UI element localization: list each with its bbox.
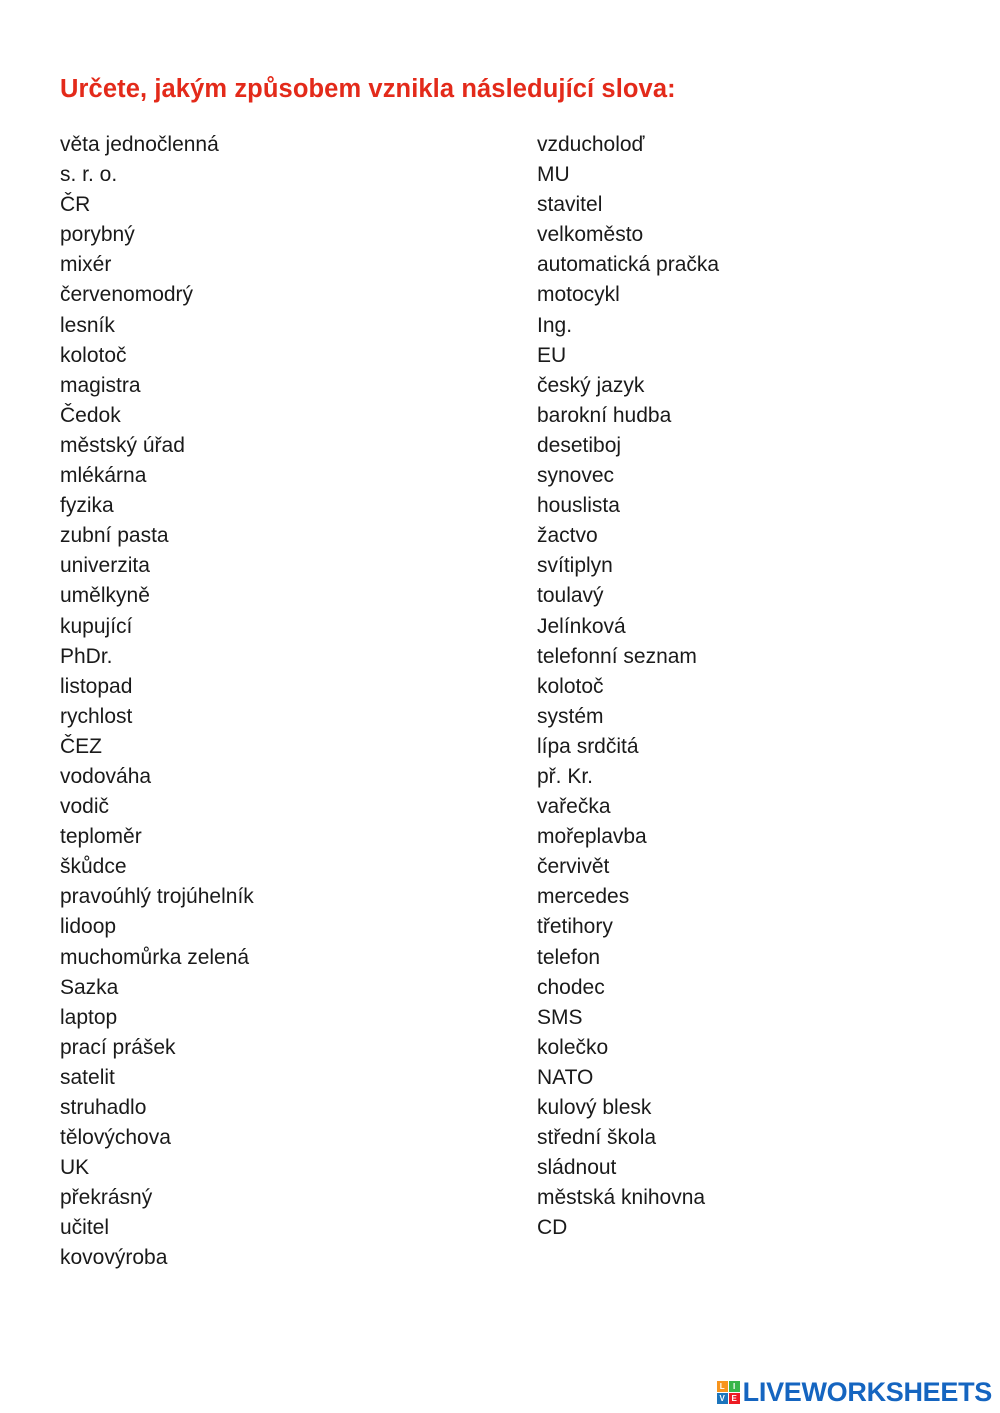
word-item: porybný [60,223,135,247]
word-item: třetihory [537,915,613,939]
word-item: lípa srdčitá [537,734,639,758]
word-item: kovovýroba [60,1246,168,1270]
word-item: Ing. [537,313,573,337]
word-item: UK [60,1156,90,1180]
logo-tile: L [717,1381,728,1392]
word-item: barokní hudba [537,403,672,427]
word-item: telefon [537,945,601,969]
word-item: střední škola [537,1126,657,1150]
word-item: motocykl [537,283,620,307]
word-item: učitel [60,1216,110,1240]
word-item: prací prášek [60,1035,176,1059]
word-item: př. Kr. [537,764,594,788]
word-item: mixér [60,253,112,277]
word-item: městský úřad [60,433,185,457]
word-list-right [537,130,719,1243]
word-item: struhadlo [60,1096,147,1119]
word-item: NATO [537,1065,594,1089]
word-item: EU [537,343,567,367]
worksheet-title: Určete, jakým způsobem vznikla následující slova: [60,75,676,104]
liveworksheets-logo [717,1377,992,1407]
word-item: žactvo [537,524,598,548]
word-item: červenomodrý [60,283,194,307]
word-list-left [60,130,254,1274]
word-item: mercedes [537,885,630,909]
word-item: Čedok [60,403,121,427]
word-item: chodec [537,975,605,999]
word-item: toulavý [537,584,604,608]
logo-tile: E [729,1393,740,1404]
word-item: škůdce [60,855,127,879]
word-item: synovec [537,464,615,488]
word-item: umělkyně [60,584,150,608]
logo-tile: I [729,1381,740,1392]
word-item: vařečka [537,795,611,819]
word-item: červivět [537,855,610,879]
word-item: věta jednočlenná [60,133,219,156]
word-item: zubní pasta [60,524,169,548]
word-item: satelit [60,1065,115,1089]
word-item: mlékárna [60,464,147,488]
word-item: MU [537,163,570,187]
word-item: s. r. o. [60,163,118,187]
word-item: PhDr. [60,644,113,668]
word-item: magistra [60,373,141,397]
word-item: tělovýchova [60,1126,171,1150]
word-item: kolečko [537,1035,609,1059]
word-item: městská knihovna [537,1186,706,1210]
word-item: vzducholoď [537,133,645,156]
word-item: český jazyk [537,373,645,397]
word-item: svítiplyn [537,554,613,578]
word-item: desetiboj [537,433,622,457]
word-item: rychlost [60,704,133,728]
word-item: Jelínková [537,614,626,638]
word-item: systém [537,704,604,728]
word-item: listopad [60,674,133,698]
liveworksheets-logo-text: LIVEWORKSHEETS [742,1376,992,1407]
word-item: houslista [537,494,620,518]
word-item: SMS [537,1005,583,1029]
word-item: kolotoč [537,674,604,698]
word-item: fyzika [60,494,114,518]
word-item: mořeplavba [537,825,647,849]
word-item: lesník [60,313,115,337]
word-item: telefonní seznam [537,644,697,668]
logo-tile: V [717,1393,728,1404]
word-item: muchomůrka zelená [60,945,250,969]
word-item: lidoop [60,915,117,939]
word-item: kulový blesk [537,1096,652,1119]
word-item: kolotoč [60,343,127,367]
word-item: ČEZ [60,734,102,758]
word-item: CD [537,1216,568,1240]
word-item: sládnout [537,1156,617,1180]
word-item: Sazka [60,975,119,999]
word-item: stavitel [537,193,603,217]
word-item: automatická pračka [537,253,720,277]
word-item: ČR [60,193,91,217]
word-item: kupující [60,614,133,638]
word-item: univerzita [60,554,150,578]
word-item: laptop [60,1005,118,1029]
word-item: vodováha [60,764,152,788]
word-item: vodič [60,795,110,819]
word-item: překrásný [60,1186,153,1210]
word-item: teploměr [60,825,142,849]
liveworksheets-logo-icon [717,1381,740,1404]
word-item: pravoúhlý trojúhelník [60,885,254,909]
word-item: velkoměsto [537,223,644,247]
